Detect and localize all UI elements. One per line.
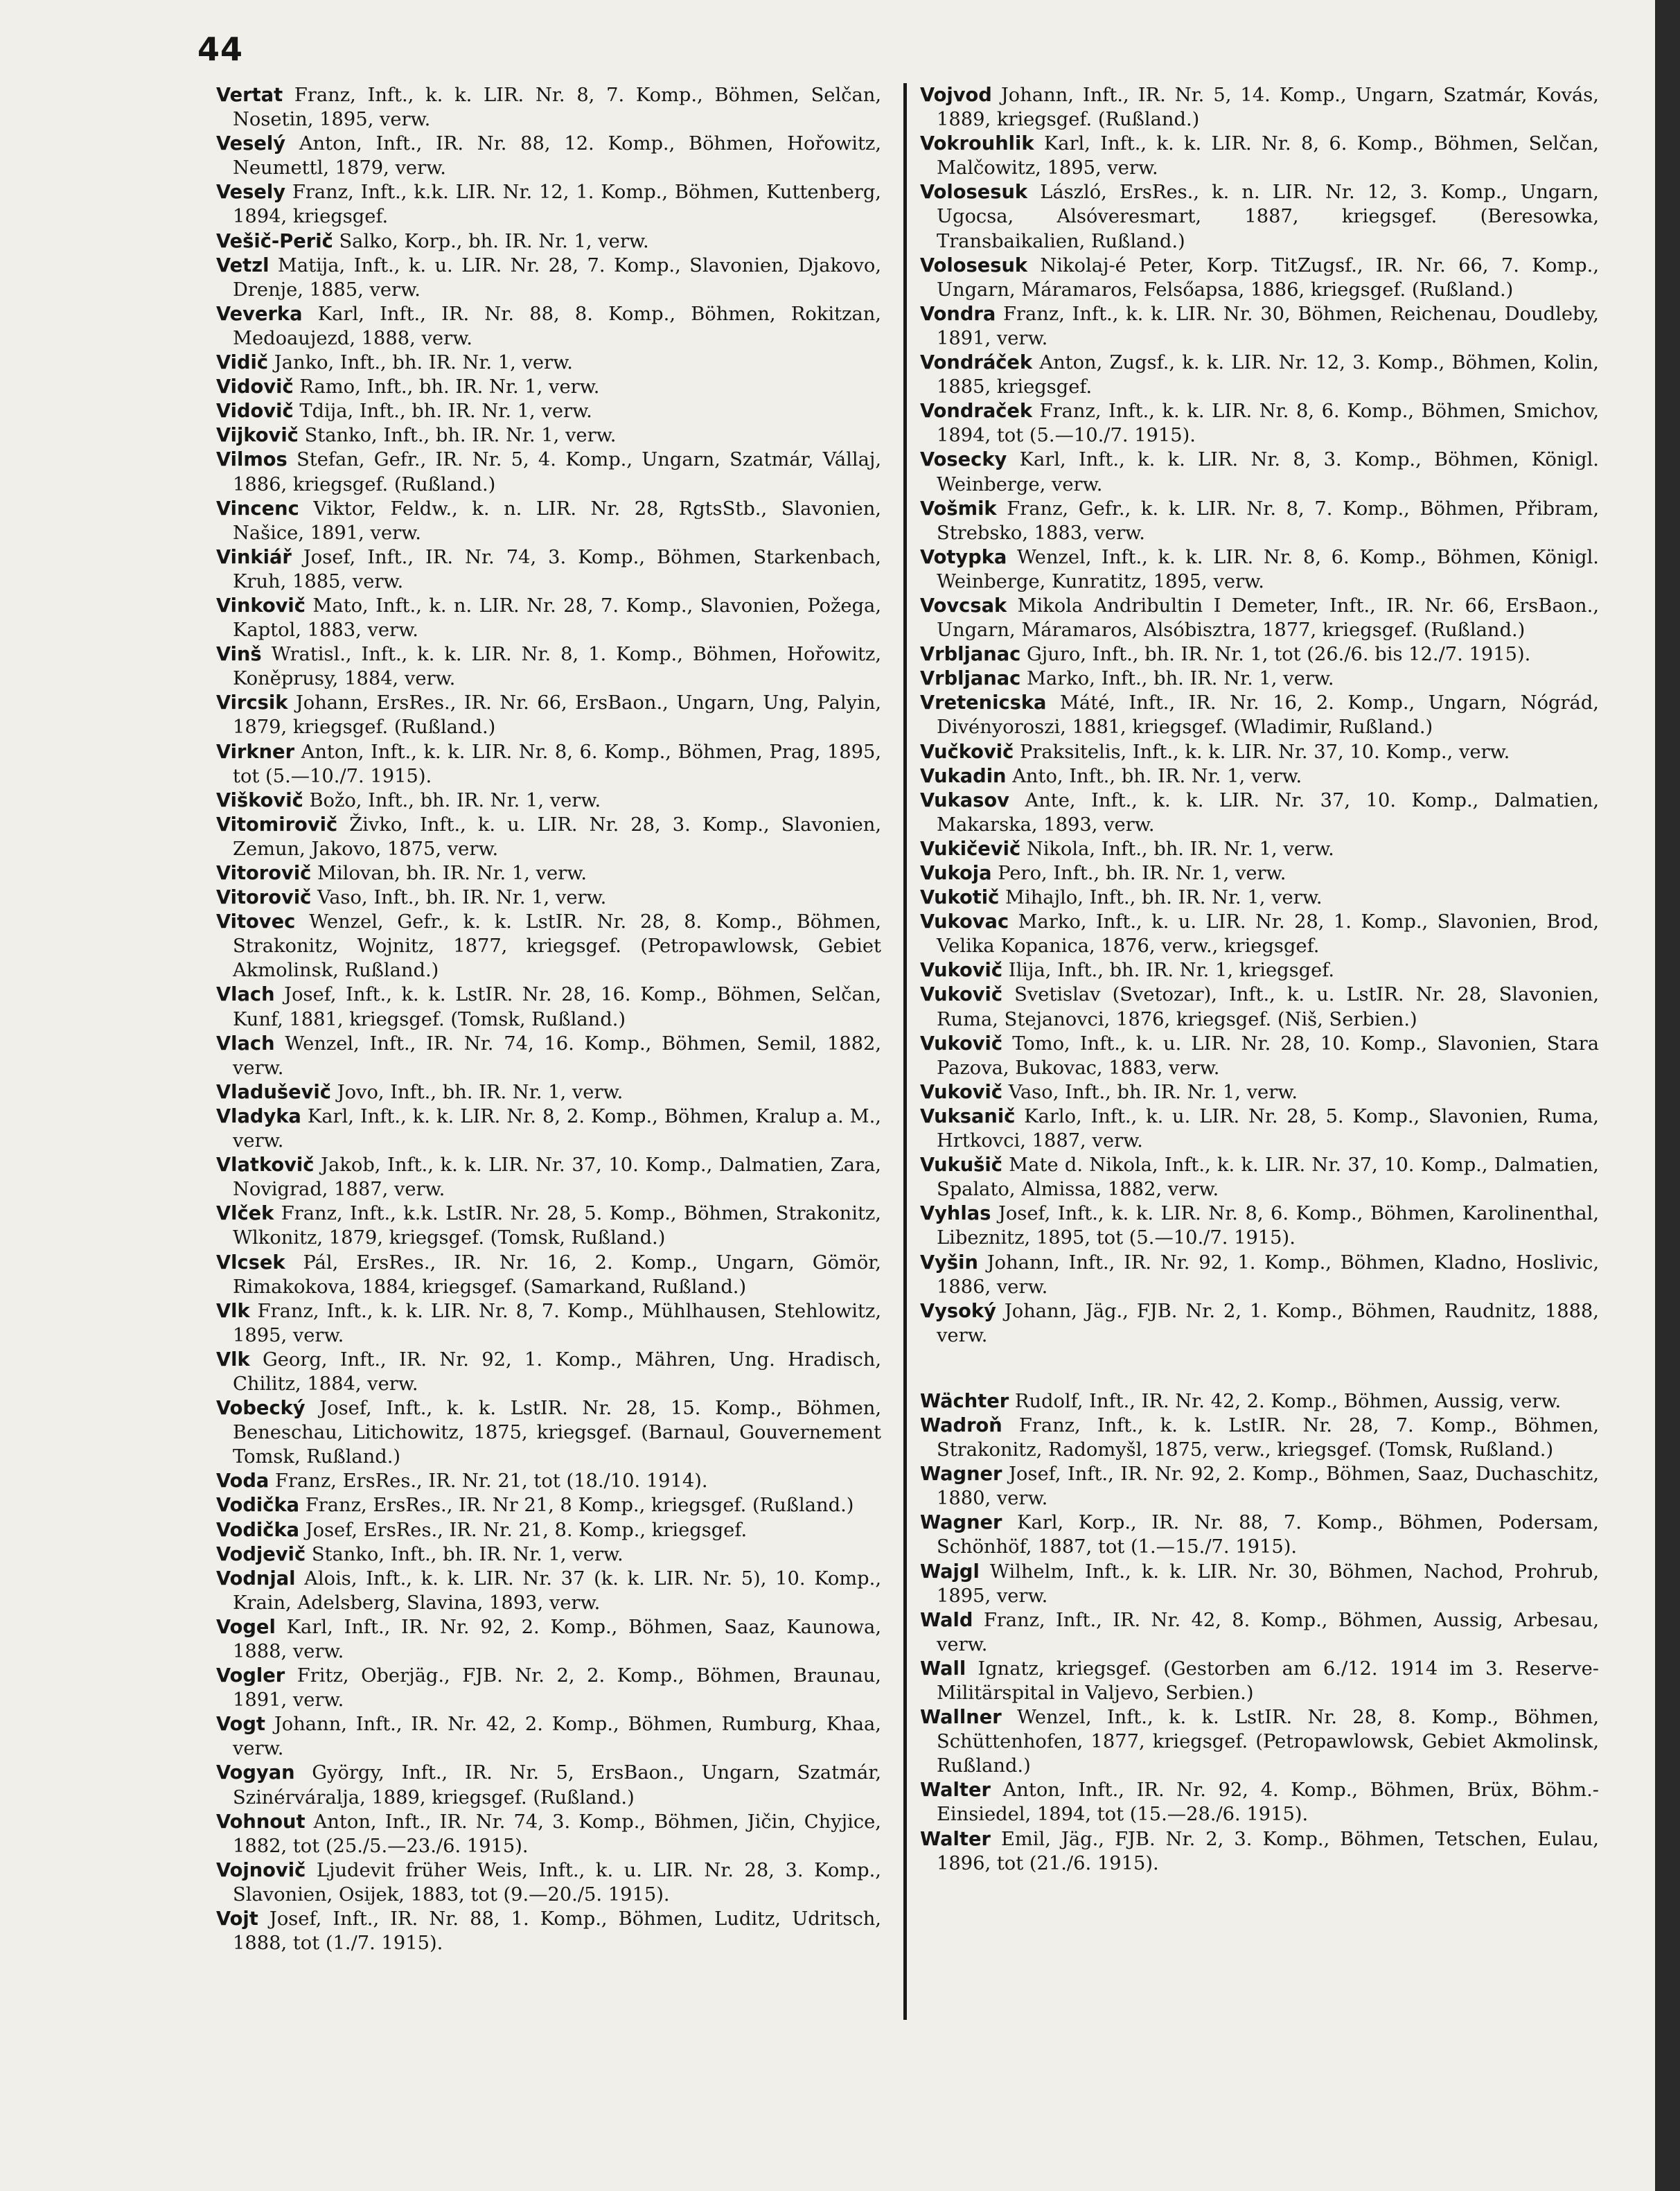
entry-details: Marko, Inft., k. u. LIR. Nr. 28, 1. Komp., Slavonien, Brod, Velika Kopanica, 1876, verw., kriegsgef.	[937, 911, 1599, 958]
entry-surname: Vlatkovič	[216, 1154, 315, 1177]
entry-surname: Vodjevič	[216, 1543, 306, 1565]
entry-surname: Vrbljanac	[920, 668, 1021, 690]
casualty-entry	[216, 448, 881, 496]
entry-surname: Vešič-Perič	[216, 230, 333, 252]
entry-surname: Vladuševič	[216, 1081, 331, 1103]
entry-surname: Vukasov	[920, 789, 1009, 811]
entry-surname: Vetzl	[216, 254, 269, 276]
casualty-entry	[216, 1907, 881, 1955]
casualty-entry	[920, 83, 1599, 132]
entry-surname: Vidič	[216, 352, 269, 374]
casualty-entry	[920, 1657, 1599, 1705]
casualty-entry	[920, 1414, 1599, 1462]
entry-details: György, Inft., IR. Nr. 5, ErsBaon., Ungarn, Szatmár, Szinérváralja, 1889, kriegsgef. (Rußland.)	[233, 1762, 881, 1809]
entry-surname: Virkner	[216, 741, 295, 763]
entry-surname: Viškovič	[216, 789, 303, 811]
entry-details: Franz, ErsRes., IR. Nr. 21, tot (18./10. 1914).	[275, 1470, 708, 1493]
casualty-entry	[920, 691, 1599, 739]
entry-surname: Vukadin	[920, 765, 1007, 787]
entry-details: Stefan, Gefr., IR. Nr. 5, 4. Komp., Ungarn, Szatmár, Vállaj, 1886, kriegsgef. (Rußland.)	[233, 449, 881, 495]
casualty-entry	[920, 1511, 1599, 1559]
column-divider	[903, 83, 907, 2020]
casualty-entry	[216, 375, 881, 399]
casualty-entry	[216, 351, 881, 375]
entry-surname: Vukovič	[920, 1081, 1003, 1103]
entry-surname: Vitorovič	[216, 887, 312, 909]
entry-surname: Vondra	[920, 303, 996, 325]
entry-details: Franz, Inft., k.k. LIR. Nr. 12, 1. Komp., Böhmen, Kuttenberg, 1894, kriegsgef.	[233, 182, 881, 228]
entry-surname: Vojnovič	[216, 1859, 306, 1881]
entry-surname: Vosecky	[920, 449, 1007, 471]
entry-surname: Walter	[920, 1779, 991, 1802]
scan-edge	[1655, 0, 1680, 2191]
casualty-entry	[216, 594, 881, 642]
entry-surname: Voda	[216, 1470, 269, 1493]
casualty-entry	[920, 1389, 1599, 1414]
entry-details: Ignatz, kriegsgef. (Gestorben am 6./12. 1914 im 3. Reserve-Militärspital in Valjevo, Serbien.)	[937, 1657, 1599, 1704]
casualty-entry	[920, 1705, 1599, 1778]
entry-details: Anton, Inft., IR. Nr. 92, 4. Komp., Böhmen, Brüx, Böhm.-Einsiedel, 1894, tot (15.—28./6. 1915).	[937, 1779, 1599, 1826]
entry-details: Vaso, Inft., bh. IR. Nr. 1, verw.	[317, 887, 607, 909]
casualty-entry	[216, 302, 881, 351]
casualty-entry	[920, 910, 1599, 958]
entry-surname: Vladyka	[216, 1105, 301, 1127]
casualty-entry	[216, 1469, 881, 1493]
entry-surname: Vysoký	[920, 1300, 996, 1322]
entry-details: Máté, Inft., IR. Nr. 16, 2. Komp., Ungarn, Nógrád, Divényoroszi, 1881, kriegsgef. (Wladimir, Rußland.)	[937, 692, 1599, 739]
entry-surname: Vogt	[216, 1714, 265, 1736]
entry-details: Karlo, Inft., k. u. LIR. Nr. 28, 5. Komp., Slavonien, Ruma, Hrtkovci, 1887, verw.	[937, 1105, 1599, 1152]
casualty-entry	[920, 958, 1599, 983]
entry-details: Wenzel, Gefr., k. k. LstIR. Nr. 28, 8. Komp., Böhmen, Strakonitz, Wojnitz, 1877, kriegsgef. (Petropawlowsk, Gebiet Akmolinsk, Rußland.)	[233, 911, 881, 982]
entry-details: Anton, Zugsf., k. k. LIR. Nr. 12, 3. Komp., Böhmen, Kolin, 1885, kriegsgef.	[937, 352, 1599, 398]
entry-details: Franz, ErsRes., IR. Nr 21, 8 Komp., kriegsgef. (Rußland.)	[305, 1495, 854, 1517]
entry-details: Pál, ErsRes., IR. Nr. 16, 2. Komp., Ungarn, Gömör, Rimakokova, 1884, kriegsgef. (Samarkand, Rußland.)	[233, 1251, 881, 1298]
casualty-entry	[216, 132, 881, 180]
entry-surname: Vogel	[216, 1616, 276, 1638]
casualty-entry	[216, 813, 881, 861]
entry-details: Nikola, Inft., bh. IR. Nr. 1, verw.	[1026, 838, 1334, 860]
casualty-entry	[216, 1080, 881, 1105]
entry-details: Karl, Inft., k. k. LIR. Nr. 8, 6. Komp., Böhmen, Selčan, Malčowitz, 1895, verw.	[937, 133, 1599, 179]
entry-surname: Vlach	[216, 984, 275, 1006]
entry-details: Franz, Inft., k. k. LIR. Nr. 8, 7. Komp., Mühlhausen, Stehlowitz, 1895, verw.	[233, 1300, 881, 1346]
entry-surname: Vertat	[216, 85, 283, 106]
entry-surname: Vlach	[216, 1032, 275, 1055]
entry-surname: Vlček	[216, 1203, 274, 1225]
entry-details: Josef, Inft., IR. Nr. 88, 1. Komp., Böhmen, Luditz, Udritsch, 1888, tot (1./7. 1915).	[233, 1908, 881, 1955]
entry-surname: Vlk	[216, 1348, 250, 1371]
entry-details: Karl, Inft., IR. Nr. 92, 2. Komp., Böhmen, Saaz, Kaunowa, 1888, verw.	[233, 1616, 881, 1662]
casualty-entry	[920, 1032, 1599, 1080]
entry-details: Franz, Inft., k. k. LIR. Nr. 30, Böhmen, Reichenau, Doudleby, 1891, verw.	[937, 303, 1599, 349]
entry-details: Georg, Inft., IR. Nr. 92, 1. Komp., Mähren, Ung. Hradisch, Chilitz, 1884, verw.	[233, 1348, 881, 1395]
right-column	[920, 83, 1599, 1876]
entry-surname: Vlcsek	[216, 1251, 285, 1274]
entry-surname: Vodnjal	[216, 1567, 296, 1590]
casualty-entry	[920, 1608, 1599, 1657]
casualty-entry	[920, 254, 1599, 302]
casualty-entry	[920, 1153, 1599, 1202]
entry-surname: Vitomirovič	[216, 813, 338, 836]
left-column	[216, 83, 881, 1955]
casualty-entry	[920, 132, 1599, 180]
casualty-entry	[920, 1827, 1599, 1876]
entry-details: Praksitelis, Inft., k. k. LIR. Nr. 37, 10. Komp., verw.	[1019, 741, 1510, 763]
entry-surname: Vobecký	[216, 1398, 306, 1420]
entry-details: Franz, Inft., k.k. LstIR. Nr. 28, 5. Komp., Böhmen, Strakonitz, Wlkonitz, 1879, kriegsgef. (Tomsk, Rußland.)	[233, 1203, 881, 1249]
casualty-entry	[216, 1761, 881, 1809]
casualty-entry	[216, 1299, 881, 1348]
entry-details: Ljudevit früher Weis, Inft., k. u. LIR. Nr. 28, 3. Komp., Slavonien, Osijek, 1883, tot (9.—20./5. 1915).	[233, 1859, 881, 1906]
entry-surname: Vojt	[216, 1908, 258, 1930]
casualty-entry	[216, 497, 881, 545]
entry-details: Matija, Inft., k. u. LIR. Nr. 28, 7. Komp., Slavonien, Djakovo, Drenje, 1885, verw.	[233, 254, 881, 301]
entry-surname: Vinkovič	[216, 595, 306, 617]
entry-details: Stanko, Inft., bh. IR. Nr. 1, verw.	[311, 1543, 624, 1565]
entry-details: Josef, Inft., k. k. LIR. Nr. 8, 6. Komp., Böhmen, Karolinenthal, Libeznitz, 1895, tot (5.—10./7. 1915).	[937, 1203, 1599, 1249]
casualty-entry	[920, 667, 1599, 691]
entry-surname: Vesely	[216, 182, 286, 204]
casualty-entry	[920, 740, 1599, 764]
casualty-entry	[216, 423, 881, 448]
entry-surname: Vohnout	[216, 1811, 306, 1833]
entry-details: Josef, Inft., k. k. LstIR. Nr. 28, 16. Komp., Böhmen, Selčan, Kunf, 1881, kriegsgef. (Tomsk, Rußland.)	[233, 984, 881, 1030]
entry-surname: Wagner	[920, 1512, 1002, 1534]
entry-surname: Walter	[920, 1828, 991, 1850]
entry-details: Wratisl., Inft., k. k. LIR. Nr. 8, 1. Komp., Böhmen, Hořowitz, Koněprusy, 1884, verw.	[233, 644, 881, 690]
entry-details: Karl, Inft., IR. Nr. 88, 8. Komp., Böhmen, Rokitzan, Medoaujezd, 1888, verw.	[233, 303, 881, 349]
casualty-entry	[216, 545, 881, 594]
entry-details: Karl, Korp., IR. Nr. 88, 7. Komp., Böhmen, Podersam, Schönhöf, 1887, tot (1.—15./7. 1915).	[937, 1512, 1599, 1558]
casualty-entry	[920, 448, 1599, 496]
entry-details: Franz, Gefr., k. k. LIR. Nr. 8, 7. Komp., Böhmen, Přibram, Strebsko, 1883, verw.	[937, 498, 1599, 544]
casualty-entry	[216, 1251, 881, 1299]
casualty-entry	[216, 789, 881, 813]
entry-surname: Vyhlas	[920, 1203, 991, 1225]
casualty-entry	[216, 1567, 881, 1615]
entry-details: Mikola Andribultin I Demeter, Inft., IR. Nr. 66, ErsBaon., Ungarn, Máramaros, Alsóbisztra, 1877, kriegsgef. (Rußland.)	[937, 595, 1599, 642]
entry-surname: Wagner	[920, 1463, 1002, 1486]
entry-details: Janko, Inft., bh. IR. Nr. 1, verw.	[274, 352, 573, 374]
casualty-entry	[920, 1105, 1599, 1153]
entry-surname: Vukovič	[920, 1032, 1003, 1055]
entry-surname: Vinkiář	[216, 546, 292, 568]
entry-details: Wilhelm, Inft., k. k. LIR. Nr. 30, Böhmen, Nachod, Prohrub, 1895, verw.	[937, 1560, 1599, 1607]
entry-details: Johann, Inft., IR. Nr. 92, 1. Komp., Böhmen, Kladno, Hoslivic, 1886, verw.	[937, 1251, 1599, 1298]
entry-surname: Vodička	[216, 1519, 300, 1541]
section-gap	[920, 1348, 1599, 1389]
entry-surname: Volosesuk	[920, 182, 1028, 204]
entry-surname: Vodička	[216, 1495, 300, 1517]
entry-details: Mate d. Nikola, Inft., k. k. LIR. Nr. 37, 10. Komp., Dalmatien, Spalato, Almissa, 1882, verw.	[937, 1154, 1599, 1201]
casualty-entry	[920, 497, 1599, 545]
entry-surname: Votypka	[920, 546, 1007, 568]
entry-details: Anton, Inft., k. k. LIR. Nr. 8, 6. Komp., Böhmen, Prag, 1895, tot (5.—10./7. 1915).	[233, 741, 882, 787]
entry-surname: Wallner	[920, 1707, 1002, 1729]
entry-details: Ante, Inft., k. k. LIR. Nr. 37, 10. Komp., Dalmatien, Makarska, 1893, verw.	[937, 789, 1599, 836]
entry-details: Johann, Jäg., FJB. Nr. 2, 1. Komp., Böhmen, Raudnitz, 1888, verw.	[937, 1300, 1599, 1346]
entry-details: Rudolf, Inft., IR. Nr. 42, 2. Komp., Böhmen, Aussig, verw.	[1014, 1390, 1562, 1412]
entry-details: Karl, Inft., k. k. LIR. Nr. 8, 2. Komp., Böhmen, Kralup a. M., verw.	[233, 1105, 881, 1152]
entry-details: Johann, Inft., IR. Nr. 5, 14. Komp., Ungarn, Szatmár, Kovás, 1889, kriegsgef. (Rußland.)	[937, 85, 1599, 131]
entry-surname: Vidovič	[216, 401, 294, 423]
casualty-entry	[216, 1105, 881, 1153]
casualty-entry	[216, 180, 881, 229]
entry-details: Živko, Inft., k. u. LIR. Nr. 28, 3. Komp., Slavonien, Zemun, Jakovo, 1875, verw.	[233, 813, 881, 860]
entry-details: Josef, ErsRes., IR. Nr. 21, 8. Komp., kriegsgef.	[305, 1519, 748, 1541]
entry-details: Wenzel, Inft., k. k. LstIR. Nr. 28, 8. Komp., Böhmen, Schüttenhofen, 1877, kriegsgef. (Petropawlowsk, Gebiet Akmolinsk, Rußland.)	[937, 1707, 1599, 1777]
entry-details: Ilija, Inft., bh. IR. Nr. 1, kriegsgef.	[1008, 960, 1335, 982]
entry-surname: Vuksanič	[920, 1105, 1016, 1127]
casualty-entry	[920, 180, 1599, 253]
entry-details: Gjuro, Inft., bh. IR. Nr. 1, tot (26./6. bis 12./7. 1915).	[1026, 644, 1531, 666]
casualty-entry	[920, 861, 1599, 886]
entry-surname: Vokrouhlik	[920, 133, 1034, 155]
entry-details: Johann, Inft., IR. Nr. 42, 2. Komp., Böhmen, Rumburg, Khaa, verw.	[233, 1714, 881, 1760]
entry-surname: Veverka	[216, 303, 303, 325]
entry-details: László, ErsRes., k. n. LIR. Nr. 12, 3. Komp., Ungarn, Ugocsa, Alsóveresmart, 1887, kriegsgef. (Beresowka, Transbaikalien, Rußland.)	[937, 182, 1599, 252]
entry-details: Stanko, Inft., bh. IR. Nr. 1, verw.	[304, 425, 617, 447]
entry-surname: Vijkovič	[216, 425, 299, 447]
casualty-entry	[216, 1153, 881, 1202]
entry-details: Pero, Inft., bh. IR. Nr. 1, verw.	[998, 863, 1286, 884]
entry-surname: Vinš	[216, 644, 262, 666]
casualty-entry	[920, 1202, 1599, 1250]
casualty-entry	[216, 229, 881, 254]
entry-details: Milovan, bh. IR. Nr. 1, verw.	[317, 863, 587, 884]
entry-surname: Vukušič	[920, 1154, 1002, 1177]
entry-surname: Vogler	[216, 1665, 285, 1687]
casualty-entry	[216, 83, 881, 132]
entry-surname: Veselý	[216, 133, 286, 155]
entry-details: Franz, Inft., k. k. LIR. Nr. 8, 7. Komp., Böhmen, Selčan, Nosetin, 1895, verw.	[233, 85, 881, 131]
entry-details: Vaso, Inft., bh. IR. Nr. 1, verw.	[1008, 1081, 1298, 1103]
entry-surname: Vukovič	[920, 960, 1003, 982]
entry-surname: Vučkovič	[920, 741, 1014, 763]
entry-details: Anton, Inft., IR. Nr. 74, 3. Komp., Böhmen, Jičin, Chyjice, 1882, tot (25./5.—23./6. 1915).	[233, 1811, 881, 1857]
casualty-entry	[920, 642, 1599, 667]
entry-details: Franz, Inft., IR. Nr. 42, 8. Komp., Böhmen, Aussig, Arbesau, verw.	[937, 1609, 1600, 1655]
casualty-entry	[920, 886, 1599, 910]
casualty-entry	[920, 1778, 1599, 1827]
casualty-entry	[920, 545, 1599, 594]
casualty-entry	[920, 1299, 1599, 1348]
entry-details: Jakob, Inft., k. k. LIR. Nr. 37, 10. Komp., Dalmatien, Zara, Novigrad, 1887, verw.	[233, 1154, 881, 1201]
casualty-entry	[920, 1251, 1599, 1299]
entry-details: Svetislav (Svetozar), Inft., k. u. LstIR. Nr. 28, Slavonien, Ruma, Stejanovci, 1876, kriegsgef. (Niš, Serbien.)	[937, 984, 1599, 1030]
entry-surname: Vukičevič	[920, 838, 1021, 860]
entry-surname: Wächter	[920, 1390, 1009, 1412]
entry-details: Wenzel, Inft., IR. Nr. 74, 16. Komp., Böhmen, Semil, 1882, verw.	[233, 1032, 882, 1079]
casualty-entry	[216, 910, 881, 983]
entry-details: Viktor, Feldw., k. n. LIR. Nr. 28, RgtsStb., Slavonien, Našice, 1891, verw.	[233, 498, 881, 544]
entry-surname: Vlk	[216, 1300, 250, 1322]
casualty-entry	[920, 837, 1599, 861]
entry-details: Marko, Inft., bh. IR. Nr. 1, verw.	[1026, 668, 1334, 690]
casualty-entry	[216, 1615, 881, 1664]
casualty-entry	[216, 1493, 881, 1517]
entry-surname: Vondráček	[920, 352, 1033, 374]
entry-details: Nikolaj-é Peter, Korp. TitZugsf., IR. Nr. 66, 7. Komp., Ungarn, Máramaros, Felsőapsa, 1886, kriegsgef. (Rußland.)	[937, 254, 1599, 301]
casualty-entry	[216, 1664, 881, 1712]
entry-surname: Vukotič	[920, 887, 1000, 909]
entry-details: Anton, Inft., IR. Nr. 88, 12. Komp., Böhmen, Hořowitz, Neumettl, 1879, verw.	[233, 133, 881, 179]
entry-details: Anto, Inft., bh. IR. Nr. 1, verw.	[1012, 765, 1302, 787]
entry-details: Mato, Inft., k. n. LIR. Nr. 28, 7. Komp., Slavonien, Požega, Kaptol, 1883, verw.	[233, 595, 881, 642]
casualty-entry	[216, 1032, 881, 1080]
entry-details: Mihajlo, Inft., bh. IR. Nr. 1, verw.	[1005, 887, 1323, 909]
casualty-entry	[216, 1810, 881, 1858]
entry-surname: Vovcsak	[920, 595, 1007, 617]
entry-surname: Vogyan	[216, 1762, 295, 1784]
casualty-entry	[920, 1462, 1599, 1511]
entry-details: Ramo, Inft., bh. IR. Nr. 1, verw.	[299, 376, 600, 398]
entry-details: Josef, Inft., k. k. LstIR. Nr. 28, 15. Komp., Böhmen, Beneschau, Litichowitz, 1875, kriegsgef. (Barnaul, Gouvernement Tomsk, Rußland.)	[233, 1398, 881, 1468]
casualty-entry	[216, 691, 881, 739]
casualty-entry	[920, 302, 1599, 351]
casualty-entry	[216, 1858, 881, 1907]
casualty-entry	[920, 399, 1599, 448]
entry-surname: Vrbljanac	[920, 644, 1021, 666]
entry-details: Franz, Inft., k. k. LstIR. Nr. 28, 7. Komp., Böhmen, Strakonitz, Radomyšl, 1875, verw., kriegsgef. (Tomsk, Rußland.)	[937, 1414, 1599, 1461]
entry-details: Emil, Jäg., FJB. Nr. 2, 3. Komp., Böhmen, Tetschen, Eulau, 1896, tot (21./6. 1915).	[937, 1828, 1599, 1874]
entry-surname: Vukovič	[920, 984, 1003, 1006]
entry-surname: Vitovec	[216, 911, 296, 933]
casualty-entry	[920, 789, 1599, 837]
entry-details: Salko, Korp., bh. IR. Nr. 1, verw.	[339, 230, 649, 252]
entry-details: Fritz, Oberjäg., FJB. Nr. 2, 2. Komp., Böhmen, Braunau, 1891, verw.	[233, 1665, 881, 1712]
entry-surname: Vircsik	[216, 692, 288, 714]
entry-details: Jovo, Inft., bh. IR. Nr. 1, verw.	[337, 1081, 624, 1103]
casualty-entry	[216, 886, 881, 910]
entry-surname: Vilmos	[216, 449, 288, 471]
page-number: 44	[197, 30, 244, 68]
entry-surname: Wadroň	[920, 1414, 1002, 1436]
entry-surname: Vojvod	[920, 85, 992, 106]
entry-details: Josef, Inft., IR. Nr. 92, 2. Komp., Böhmen, Saaz, Duchaschitz, 1880, verw.	[937, 1463, 1599, 1510]
entry-surname: Vondraček	[920, 401, 1033, 423]
entry-surname: Wald	[920, 1609, 973, 1631]
casualty-entry	[920, 764, 1599, 789]
casualty-entry	[216, 983, 881, 1031]
entry-details: Johann, ErsRes., IR. Nr. 66, ErsBaon., Ungarn, Ung, Palyin, 1879, kriegsgef. (Rußland.)	[233, 692, 882, 739]
casualty-entry	[216, 740, 881, 789]
entry-surname: Volosesuk	[920, 254, 1028, 276]
entry-surname: Wajgl	[920, 1560, 980, 1583]
casualty-entry	[216, 1396, 881, 1469]
casualty-entry	[216, 861, 881, 886]
entry-surname: Wall	[920, 1657, 966, 1680]
casualty-entry	[920, 594, 1599, 642]
casualty-entry	[216, 1348, 881, 1396]
casualty-entry	[216, 1542, 881, 1567]
casualty-entry	[216, 399, 881, 423]
casualty-entry	[216, 1518, 881, 1542]
casualty-entry	[920, 1080, 1599, 1105]
entry-surname: Vitorovič	[216, 863, 312, 884]
entry-surname: Vidovič	[216, 376, 294, 398]
entry-details: Franz, Inft., k. k. LIR. Nr. 8, 6. Komp., Böhmen, Smichov, 1894, tot (5.—10./7. 1915).	[937, 401, 1599, 447]
entry-details: Josef, Inft., IR. Nr. 74, 3. Komp., Böhmen, Starkenbach, Kruh, 1885, verw.	[233, 546, 881, 592]
casualty-entry	[216, 1202, 881, 1250]
entry-details: Wenzel, Inft., k. k. LIR. Nr. 8, 6. Komp., Böhmen, Königl. Weinberge, Kunratitz, 1895, verw.	[937, 546, 1599, 592]
entry-details: Božo, Inft., bh. IR. Nr. 1, verw.	[309, 789, 601, 811]
casualty-entry	[920, 983, 1599, 1031]
entry-details: Alois, Inft., k. k. LIR. Nr. 37 (k. k. LIR. Nr. 5), 10. Komp., Krain, Adelsberg, Slavina, 1893, verw.	[233, 1567, 881, 1614]
casualty-entry	[920, 1560, 1599, 1608]
entry-details: Tdija, Inft., bh. IR. Nr. 1, verw.	[299, 401, 592, 423]
entry-surname: Vretenicska	[920, 692, 1047, 714]
casualty-entry	[216, 642, 881, 691]
casualty-entry	[216, 1712, 881, 1761]
entry-details: Karl, Inft., k. k. LIR. Nr. 8, 3. Komp., Böhmen, Königl. Weinberge, verw.	[937, 449, 1599, 495]
casualty-entry	[920, 351, 1599, 399]
casualty-entry	[216, 254, 881, 302]
entry-surname: Vincenc	[216, 498, 299, 520]
entry-surname: Vošmik	[920, 498, 997, 520]
entry-surname: Vukoja	[920, 863, 992, 884]
entry-surname: Vyšin	[920, 1251, 978, 1274]
entry-details: Tomo, Inft., k. u. LIR. Nr. 28, 10. Komp., Slavonien, Stara Pazova, Bukovac, 1883, verw.	[937, 1032, 1599, 1079]
entry-surname: Vukovac	[920, 911, 1009, 933]
